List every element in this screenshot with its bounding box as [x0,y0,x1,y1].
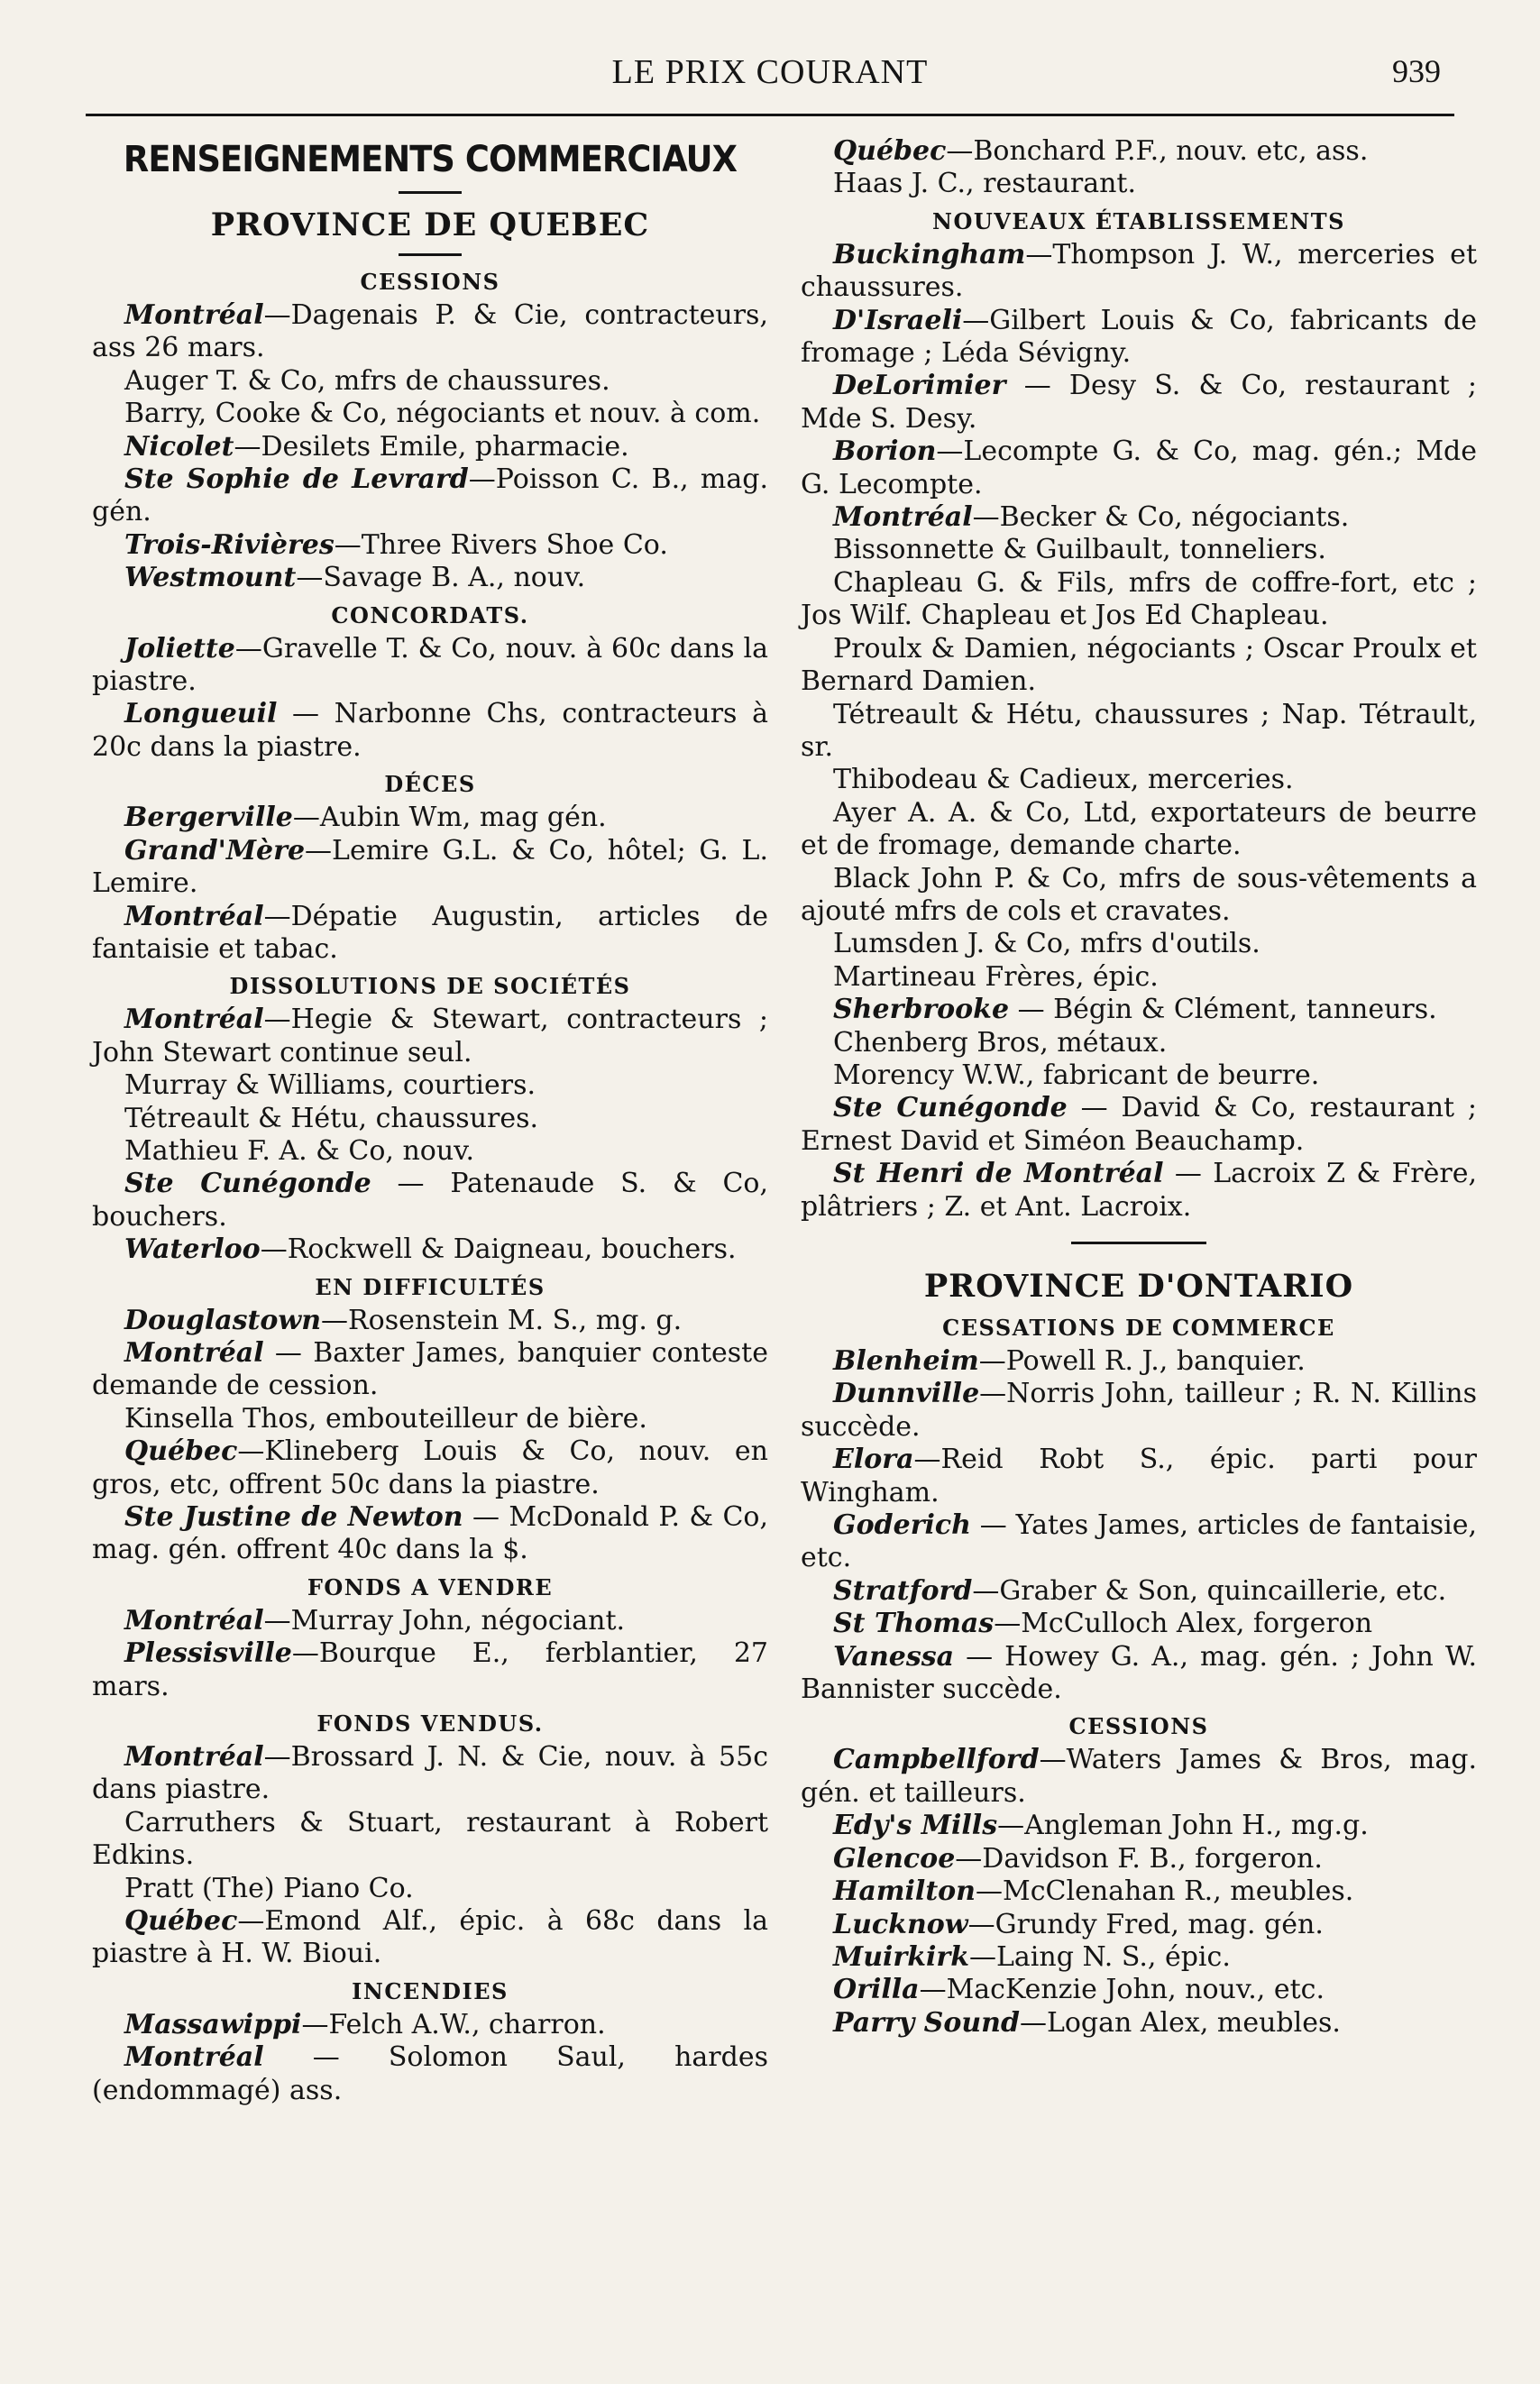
entry-text: —Norris John, tailleur ; R. N. Killins succède. [801,1378,1477,1443]
entry-text: Pratt (The) Piano Co. [124,1872,414,1904]
category-heading: CONCORDATS. [331,601,529,628]
listing-entry [801,168,1477,200]
title-rule [399,191,462,194]
listing-entry [92,1233,768,1266]
listing-entry [92,1305,768,1337]
place-name: Bergerville [124,802,293,834]
entry-text: — Bégin & Clément, tanneurs. [1009,994,1437,1026]
category-heading: FONDS VENDUS. [316,1710,544,1738]
left-sections [92,267,768,2107]
entry-text: — Baxter James, banquier conteste demande de cession. [92,1336,768,1402]
listing-entry [801,534,1477,566]
place-name: Montréal [124,1604,264,1637]
listing-entry [92,633,768,699]
listing-entry [801,1909,1477,1941]
entry-text: Morency W.W., fabricant de beurre. [833,1059,1320,1091]
category-heading: INCENDIES [352,1977,509,2004]
entry-text: —McClenahan R., meubles. [976,1875,1354,1908]
place-name: Montréal [124,2041,264,2074]
listing-entry [801,1158,1477,1224]
place-name: Québec [124,1905,238,1938]
entry-text: —Murray John, négociant. [263,1604,626,1637]
entry-text: —Waters James & Bros, mag. gén. et tailleurs. [801,1744,1477,1809]
place-name: Orilla [833,1974,920,2006]
running-head [86,52,1454,106]
listing-entry [801,764,1477,796]
place-name: Ste Sophie de Levrard [124,463,469,496]
listing-entry [92,1807,768,1873]
listing-entry [92,562,768,594]
province-heading-quebec: PROVINCE DE QUEBEC [210,206,650,243]
listing-entry [801,135,1477,168]
place-name: Montréal [124,1336,264,1369]
listing-entry [801,1744,1477,1810]
listing-entry [92,365,768,398]
place-name: Borion [833,436,937,468]
place-name: Montréal [833,501,973,534]
entry-text: Chapleau G. & Fils, mfrs de coffre-fort, etc ; Jos Wilf. Chapleau et Jos Ed Chapleau. [801,566,1477,632]
place-name: Douglastown [124,1304,322,1336]
place-name: Montréal [124,299,264,331]
entry-text: — Yates James, articles de fantaisie, etc. [801,1509,1477,1574]
place-name: Ste Justine de Newton [124,1501,463,1533]
entry-text: —Laing N. S., épic. [969,1940,1231,1973]
category-heading: FONDS A VENDRE [307,1573,554,1600]
listing-entry [801,1444,1477,1509]
listing-entry [801,1974,1477,2006]
place-name: Montréal [124,900,264,932]
entry-text: —Grundy Fred, mag. gén. [967,1908,1324,1940]
place-name: Vanessa [833,1640,955,1673]
entry-text: —Graber & Son, quincaillerie, etc. [972,1574,1447,1607]
category-heading: NOUVEAUX ÉTABLISSEMENTS [932,207,1345,234]
listing-entry [801,305,1477,371]
listing-entry [801,1378,1477,1444]
category-heading: DÉCES [384,771,476,798]
entry-text: —Hegie & Stewart, contracteurs ; John Stewart continue seul. [92,1004,768,1068]
listing-entry [92,2041,768,2107]
listing-entry [801,633,1477,699]
listing-entry [801,797,1477,863]
entry-text: —Bourque E., ferblantier, 27 mars. [92,1637,768,1702]
entry-text: Ayer A. A. & Co, Ltd, exportateurs de beurre et de fromage, demande charte. [801,796,1477,862]
entry-text: Mathieu F. A. & Co, nouv. [124,1134,475,1167]
listing-entry [92,431,768,463]
place-name: Edy's Mills [833,1810,998,1842]
listing-entry [801,501,1477,534]
listing-entry [92,1435,768,1501]
listing-entry [801,2007,1477,2040]
entry-text: —Bonchard P.F., nouv. etc, ass. [946,135,1369,167]
entry-text: Barry, Cooke & Co, négociants et nouv. à com. [124,398,761,430]
entry-text: —Lecompte G. & Co, mag. gén.; Mde G. Lecompte. [801,436,1477,500]
listing-entry [92,1004,768,1069]
entry-text: —Savage B. A., nouv. [296,562,586,594]
entry-text: —Felch A.W., charron. [301,2008,606,2040]
place-name: Westmount [124,562,297,594]
entry-text: Auger T. & Co, mfrs de chaussures. [124,364,610,397]
entry-text: —Davidson F. B., forgeron. [955,1842,1323,1875]
entry-text: —Aubin Wm, mag gén. [292,802,607,834]
place-name: Québec [124,1435,238,1468]
entry-text: —Brossard J. N. & Cie, nouv. à 55c dans piastre. [92,1741,768,1806]
entry-text: —Poisson C. B., mag. gén. [92,463,768,528]
listing-entry [92,463,768,529]
entry-text: —MacKenzie John, nouv., etc. [919,1974,1325,2006]
entry-text: Tétreault & Hétu, chaussures. [124,1102,539,1134]
listing-entry [92,398,768,430]
listing-entry [801,1875,1477,1908]
listing-entry [801,1608,1477,1640]
place-name: St Thomas [833,1608,995,1640]
entry-text: —McCulloch Alex, forgeron [994,1608,1373,1640]
listing-entry [801,1092,1477,1158]
right-column [801,135,1477,2040]
listing-entry [92,1069,768,1102]
page-number: 939 [1392,53,1441,89]
entry-text: —Three Rivers Shoe Co. [334,528,668,561]
place-name: Joliette [124,632,235,665]
category-heading: CESSIONS [360,269,500,295]
place-name: Muirkirk [833,1940,969,1973]
entry-text: — Lacroix Z & Frère, plâtriers ; Z. et Ant. Lacroix. [801,1158,1477,1223]
place-name: Campbellford [833,1744,1040,1776]
entry-text: — Solomon Saul, hardes (endommagé) ass. [92,2041,768,2106]
entry-text: Bissonnette & Guilbault, tonneliers. [833,534,1326,566]
category-heading: EN DIFFICULTÉS [315,1273,545,1300]
entry-text: — Patenaude S. & Co, bouchers. [92,1168,768,1233]
listing-entry [801,1059,1477,1092]
section-title: RENSEIGNEMENTS COMMERCIAUX [123,139,738,180]
listing-entry [801,1843,1477,1875]
place-name: St Henri de Montréal [833,1158,1164,1190]
place-name: Elora [833,1444,914,1476]
entry-text: —Gravelle T. & Co, nouv. à 60c dans la piastre. [92,632,768,698]
place-name: Plessisville [124,1637,292,1670]
entry-text: —Lemire G.L. & Co, hôtel; G. L. Lemire. [92,834,768,900]
place-name: Dunnville [833,1378,980,1410]
entry-text: —Desilets Emile, pharmacie. [234,430,629,463]
category-heading: CESSATIONS DE COMMERCE [942,1315,1335,1341]
place-name: Ste Cunégonde [833,1092,1068,1124]
entry-text: —Emond Alf., épic. à 68c dans la piastre à H. W. Bioui. [92,1905,768,1970]
category-heading: DISSOLUTIONS DE SOCIÉTÉS [229,973,631,1000]
place-name: Montréal [124,1004,264,1036]
listing-entry [92,2009,768,2041]
province-separator-rule [1071,1242,1206,1244]
entry-text: —Reid Robt S., épic. parti pour Wingham. [801,1444,1477,1508]
place-name: Parry Sound [833,2006,1020,2039]
entry-text: — Narbonne Chs, contracteurs à 20c dans la piastre. [92,698,768,763]
entry-text: Black John P. & Co, mfrs de sous-vêtements a ajouté mfrs de cols et cravates. [801,862,1477,927]
listing-entry [801,1810,1477,1842]
place-name: Longueuil [124,698,278,730]
entry-text: Martineau Frères, épic. [833,960,1159,993]
right-top-entries [801,135,1477,201]
right-quebec-sections [801,206,1477,1224]
entry-text: —Dagenais P. & Cie, contracteurs, ass 26 mars. [92,299,768,364]
listing-entry [92,529,768,562]
entry-text: Thibodeau & Cadieux, merceries. [833,764,1294,796]
entry-text: —Logan Alex, meubles. [1019,2006,1341,2039]
entry-text: —Rockwell & Daigneau, bouchers. [260,1233,737,1266]
place-name: Ste Cunégonde [124,1168,371,1200]
listing-entry [801,994,1477,1026]
place-name: Buckingham [833,238,1026,270]
right-ontario-sections [801,1313,1477,2040]
listing-entry [92,802,768,834]
entry-text: —Powell R. J., banquier. [978,1345,1306,1377]
listing-entry [92,698,768,764]
listing-entry [92,1403,768,1435]
listing-entry [92,1168,768,1233]
entry-text: — David & Co, restaurant ; Ernest David et Siméon Beauchamp. [801,1092,1477,1157]
listing-entry [801,436,1477,501]
entry-text: — Desy S. & Co, restaurant ; Mde S. Desy. [801,370,1477,435]
entry-text: —Gilbert Louis & Co, fabricants de fromage ; Léda Sévigny. [801,304,1477,370]
listing-entry [92,1905,768,1971]
listing-entry [801,1941,1477,1974]
listing-entry [92,835,768,901]
place-name: DeLorimier [833,370,1006,402]
place-name: Waterloo [124,1233,261,1266]
entry-text: Haas J. C., restaurant. [833,168,1137,200]
place-name: Trois-Rivières [124,528,335,561]
place-name: Lucknow [833,1908,968,1940]
listing-entry [92,901,768,967]
place-name: Montréal [124,1741,264,1774]
listing-entry [92,1741,768,1807]
listing-entry [801,699,1477,765]
listing-entry [801,928,1477,960]
entry-text: Lumsden J. & Co, mfrs d'outils. [833,928,1260,960]
entry-text: —Becker & Co, négociants. [972,501,1350,534]
listing-entry [92,1135,768,1168]
listing-entry [92,1637,768,1703]
listing-entry [92,1873,768,1905]
entry-text: Kinsella Thos, embouteilleur de bière. [124,1402,647,1435]
listing-entry [801,1641,1477,1707]
listing-entry [92,1337,768,1403]
listing-entry [801,1509,1477,1575]
listing-entry [92,1605,768,1637]
listing-entry [801,1345,1477,1378]
listing-entry [801,370,1477,436]
listing-entry [801,567,1477,633]
place-name: Québec [833,135,947,167]
entry-text: —Dépatie Augustin, articles de fantaisie et tabac. [92,900,768,965]
place-name: D'Israeli [833,304,963,336]
entry-text: Chenberg Bros, métaux. [833,1026,1168,1059]
running-title: LE PRIX COURANT [611,53,929,91]
place-name: Massawippi [124,2008,302,2040]
listing-entry [92,1501,768,1567]
entry-text: —Klineberg Louis & Co, nouv. en gros, etc, offrent 50c dans la piastre. [92,1435,768,1500]
province-heading-ontario: PROVINCE D'ONTARIO [923,1268,1354,1305]
province-rule [399,253,462,256]
listing-entry [801,961,1477,994]
place-name: Goderich [833,1509,971,1542]
place-name: Hamilton [833,1875,976,1908]
place-name: Glencoe [833,1842,956,1875]
category-heading: CESSIONS [1068,1713,1209,1740]
entry-text: Tétreault & Hétu, chaussures ; Nap. Tétrault, sr. [801,698,1477,763]
entry-text: —Angleman John H., mg.g. [997,1810,1369,1842]
listing-entry [801,863,1477,929]
place-name: Blenheim [833,1345,979,1377]
entry-text: Proulx & Damien, négociants ; Oscar Proulx et Bernard Damien. [801,632,1477,698]
listing-entry [92,299,768,365]
left-column [92,135,768,2107]
listing-entry [801,1575,1477,1608]
listing-entry [92,1103,768,1135]
entry-text: — Howey G. A., mag. gén. ; John W. Bannister succède. [801,1640,1477,1706]
entry-text: — McDonald P. & Co, mag. gén. offrent 40c dans la $. [92,1501,769,1566]
listing-entry [801,239,1477,305]
place-name: Grand'Mère [124,834,306,866]
place-name: Nicolet [124,430,234,463]
entry-text: —Thompson J. W., merceries et chaussures. [801,238,1477,304]
entry-text: —Rosenstein M. S., mg. g. [321,1304,683,1336]
entry-text: Murray & Williams, courtiers. [124,1069,536,1102]
header-rule [86,114,1454,116]
listing-entry [801,1027,1477,1059]
place-name: Sherbrooke [833,994,1010,1026]
entry-text: Carruthers & Stuart, restaurant à Robert Edkins. [92,1806,768,1872]
place-name: Stratford [833,1574,973,1607]
